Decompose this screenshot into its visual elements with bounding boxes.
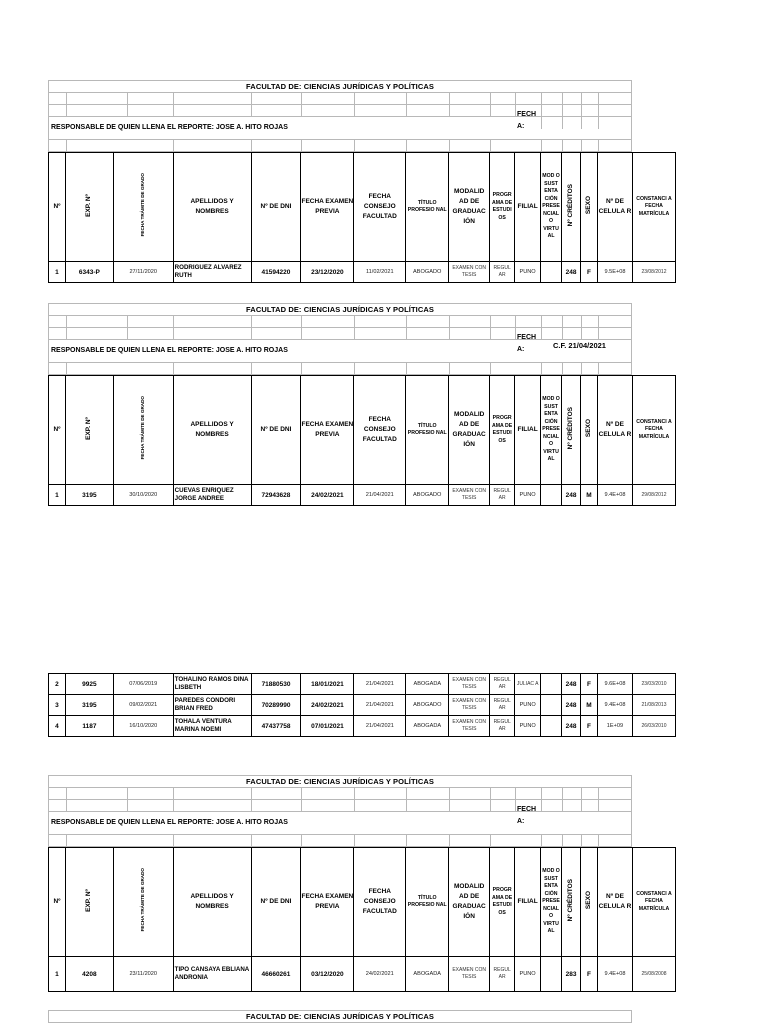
cell-celular: 9.6E+08 <box>597 674 632 695</box>
cell-consejo: 21/04/2021 <box>354 716 406 737</box>
header-titulo: TÍTULO PROFESIO NAL <box>406 153 449 262</box>
header-programa: PROGR AMA DE ESTUDI OS <box>490 376 515 485</box>
students-table <box>48 375 676 506</box>
cell-nombre: TIPO CANSAYA EBLIANA ANDRONIA <box>173 957 251 992</box>
header-exp: EXP. Nº <box>65 153 113 262</box>
header-fecha-tramite: FECHA TRÁMITE DE GRADO <box>113 848 173 957</box>
cell-modalidad: EXAMEN CON TESIS <box>449 674 490 695</box>
table-row <box>49 485 676 506</box>
cell-creditos: 248 <box>562 716 581 737</box>
header-row <box>49 848 676 957</box>
cell-programa: REGUL AR <box>490 262 515 283</box>
cell-filial: PUNO <box>515 716 541 737</box>
header-modo: MOD O SUST ENTA CIÓN PRESE NCIAL O VIRTU AL <box>541 376 562 485</box>
header-exp: EXP. Nº <box>65 376 113 485</box>
header-sexo: SEXO <box>581 376 598 485</box>
cell-dni: 46660261 <box>251 957 301 992</box>
header-no: Nº <box>49 848 66 957</box>
header-apellidos: APELLIDOS Y NOMBRES <box>173 376 251 485</box>
cell-consejo: 24/02/2021 <box>354 957 406 992</box>
cell-no: 1 <box>49 957 66 992</box>
cell-nombre: TOHALINO RAMOS DINA LISBETH <box>173 674 251 695</box>
cell-constancia: 25/08/2008 <box>632 957 675 992</box>
cell-modalidad: EXAMEN CON TESIS <box>449 695 490 716</box>
table-row <box>49 957 676 992</box>
cell-modo <box>541 957 562 992</box>
header-sexo: SEXO <box>581 848 598 957</box>
header-examen: FECHA EXAMEN PREVIA <box>301 153 354 262</box>
header-creditos: Nº CRÉDITOS <box>562 153 581 262</box>
cell-constancia: 21/08/2013 <box>632 695 675 716</box>
responsible-text: RESPONSABLE DE QUIEN LLENA EL REPORTE: JOSE A. HITO ROJAS <box>51 819 288 826</box>
header-apellidos: APELLIDOS Y NOMBRES <box>173 848 251 957</box>
cell-dni: 72943628 <box>251 485 301 506</box>
header-fecha-tramite: FECHA TRÁMITE DE GRADO <box>113 153 173 262</box>
cell-examen: 03/12/2020 <box>301 957 354 992</box>
cell-titulo: ABOGADO <box>406 485 449 506</box>
header-constancia: CONSTANCI A FECHA MATRÍCULA <box>632 848 675 957</box>
header-fecha-tramite: FECHA TRÁMITE DE GRADO <box>113 376 173 485</box>
cell-modalidad: EXAMEN CON TESIS <box>449 262 490 283</box>
cell-programa: REGUL AR <box>490 485 515 506</box>
header-dni: Nº DE DNI <box>251 153 301 262</box>
header-row <box>49 376 676 485</box>
table-row <box>49 716 676 737</box>
cell-modalidad: EXAMEN CON TESIS <box>449 485 490 506</box>
cell-filial: PUNO <box>515 695 541 716</box>
cell-sexo: F <box>581 957 598 992</box>
cell-no: 1 <box>49 262 66 283</box>
report-section-3 <box>48 673 676 737</box>
cell-creditos: 248 <box>562 485 581 506</box>
header-creditos: Nº CRÉDITOS <box>562 848 581 957</box>
cell-nombre: TOHALA VENTURA MARINA NOEMI <box>173 716 251 737</box>
faculty-title: FACULTAD DE: CIENCIAS JURÍDICAS Y POLÍTICAS <box>246 82 434 91</box>
cell-exp: 3195 <box>65 695 113 716</box>
cell-dni: 71880530 <box>251 674 301 695</box>
cell-creditos: 283 <box>562 957 581 992</box>
header-examen: FECHA EXAMEN PREVIA <box>301 848 354 957</box>
header-celular: Nº DE CELULA R <box>598 848 633 957</box>
cell-modo <box>541 695 562 716</box>
cell-consejo: 11/02/2021 <box>354 262 406 283</box>
cell-no: 3 <box>49 695 66 716</box>
cell-no: 4 <box>49 716 66 737</box>
cell-creditos: 248 <box>562 695 581 716</box>
table-row <box>49 674 676 695</box>
cell-consejo: 21/04/2021 <box>354 674 406 695</box>
cell-constancia: 23/03/2010 <box>632 674 675 695</box>
title-grid <box>48 80 632 117</box>
cell-filial: JULIAC A <box>515 674 541 695</box>
cell-constancia: 23/08/2012 <box>632 262 675 283</box>
cell-modo <box>541 674 562 695</box>
cell-sexo: F <box>581 716 598 737</box>
cell-modo <box>541 262 562 283</box>
cell-modo <box>541 485 562 506</box>
cell-nombre: CUEVAS ENRIQUEZ JORGE ANDREE <box>173 485 251 506</box>
header-examen: FECHA EXAMEN PREVIA <box>301 376 354 485</box>
header-exp: EXP. Nº <box>65 848 113 957</box>
cell-exp: 4208 <box>65 957 113 992</box>
cell-constancia: 26/03/2010 <box>632 716 675 737</box>
header-celular: Nº DE CELULA R <box>598 153 633 262</box>
header-titulo: TÍTULO PROFESIO NAL <box>406 848 449 957</box>
header-row <box>49 153 676 262</box>
cell-filial: PUNO <box>515 957 541 992</box>
students-table <box>48 152 676 283</box>
report-section-1 <box>48 80 676 283</box>
header-titulo: TÍTULO PROFESIO NAL <box>406 376 449 485</box>
cell-dni: 41594220 <box>251 262 301 283</box>
header-filial: FILIAL <box>515 153 541 262</box>
faculty-title: FACULTAD DE: CIENCIAS JURÍDICAS Y POLÍTICAS <box>246 1012 434 1021</box>
header-consejo: FECHA CONSEJO FACULTAD <box>354 376 406 485</box>
cell-celular: 9.4E+08 <box>598 957 633 992</box>
responsible-text: RESPONSABLE DE QUIEN LLENA EL REPORTE: JOSE A. HITO ROJAS <box>51 347 288 354</box>
cell-constancia: 29/08/2012 <box>632 485 675 506</box>
cell-exp: 9925 <box>65 674 113 695</box>
fecha-label: FECH A: <box>517 806 537 825</box>
cell-titulo: ABOGADA <box>406 957 449 992</box>
header-modo: MOD O SUST ENTA CIÓN PRESE NCIAL O VIRTU AL <box>541 153 562 262</box>
cell-sexo: F <box>581 674 598 695</box>
table-row <box>49 695 676 716</box>
header-consejo: FECHA CONSEJO FACULTAD <box>354 153 406 262</box>
header-modalidad: MODALID AD DE GRADUAC IÓN <box>449 153 490 262</box>
report-section-4 <box>48 775 676 992</box>
cell-creditos: 248 <box>562 674 581 695</box>
cell-titulo: ABOGADO <box>406 262 449 283</box>
cell-tramite: 07/06/2019 <box>113 674 173 695</box>
cell-tramite: 30/10/2020 <box>113 485 173 506</box>
cell-sexo: M <box>581 695 598 716</box>
responsible-row <box>48 334 632 362</box>
cell-titulo: ABOGADA <box>406 716 449 737</box>
students-table-continued <box>48 673 676 737</box>
responsible-row <box>48 111 632 139</box>
cell-examen: 24/02/2021 <box>301 695 354 716</box>
cell-nombre: PAREDES CONDORI BRIAN FRED <box>173 695 251 716</box>
header-filial: FILIAL <box>515 848 541 957</box>
cell-dni: 70289990 <box>251 695 301 716</box>
cell-exp: 3195 <box>65 485 113 506</box>
cell-consejo: 21/04/2021 <box>354 485 406 506</box>
cell-sexo: F <box>581 262 598 283</box>
cell-dni: 47437758 <box>251 716 301 737</box>
cell-tramite: 27/11/2020 <box>113 262 173 283</box>
cell-creditos: 248 <box>562 262 581 283</box>
cell-programa: REGUL AR <box>490 674 515 695</box>
cell-celular: 9.5E+08 <box>598 262 633 283</box>
header-filial: FILIAL <box>515 376 541 485</box>
header-consejo: FECHA CONSEJO FACULTAD <box>354 848 406 957</box>
cell-examen: 18/01/2021 <box>301 674 354 695</box>
fecha-label: FECH A: <box>517 334 537 353</box>
cell-no: 2 <box>49 674 66 695</box>
header-programa: PROGR AMA DE ESTUDI OS <box>490 153 515 262</box>
responsible-text: RESPONSABLE DE QUIEN LLENA EL REPORTE: JOSE A. HITO ROJAS <box>51 124 288 131</box>
fecha-label: FECH A: <box>517 111 537 130</box>
cell-tramite: 09/02/2021 <box>113 695 173 716</box>
header-programa: PROGR AMA DE ESTUDI OS <box>490 848 515 957</box>
faculty-title: FACULTAD DE: CIENCIAS JURÍDICAS Y POLÍTICAS <box>246 305 434 314</box>
cell-examen: 23/12/2020 <box>301 262 354 283</box>
header-constancia: CONSTANCI A FECHA MATRÍCULA <box>632 376 675 485</box>
students-table <box>48 847 676 992</box>
header-no: Nº <box>49 153 66 262</box>
cell-tramite: 16/10/2020 <box>113 716 173 737</box>
cell-titulo: ABOGADO <box>406 695 449 716</box>
cell-filial: PUNO <box>515 262 541 283</box>
cell-examen: 24/02/2021 <box>301 485 354 506</box>
cell-titulo: ABOGADA <box>406 674 449 695</box>
cell-celular: 9.4E+08 <box>598 485 633 506</box>
cell-modo <box>541 716 562 737</box>
responsible-row <box>48 806 632 834</box>
cell-celular: 9.4E+08 <box>597 695 632 716</box>
cell-exp: 1187 <box>65 716 113 737</box>
header-dni: Nº DE DNI <box>251 848 301 957</box>
cell-programa: REGUL AR <box>490 957 515 992</box>
header-constancia: CONSTANCI A FECHA MATRÍCULA <box>632 153 675 262</box>
header-sexo: SEXO <box>581 153 598 262</box>
cell-filial: PUNO <box>515 485 541 506</box>
cell-programa: REGUL AR <box>490 695 515 716</box>
report-section-5 <box>48 1010 676 1023</box>
cell-exp: 6343-P <box>65 262 113 283</box>
table-row <box>49 262 676 283</box>
cell-sexo: M <box>581 485 598 506</box>
cell-no: 1 <box>49 485 66 506</box>
header-dni: Nº DE DNI <box>251 376 301 485</box>
header-modalidad: MODALID AD DE GRADUAC IÓN <box>449 848 490 957</box>
faculty-title: FACULTAD DE: CIENCIAS JURÍDICAS Y POLÍTICAS <box>246 777 434 786</box>
header-celular: Nº DE CELULA R <box>598 376 633 485</box>
cell-programa: REGUL AR <box>490 716 515 737</box>
cell-consejo: 21/04/2021 <box>354 695 406 716</box>
cell-modalidad: EXAMEN CON TESIS <box>449 957 490 992</box>
cf-date: C.F. 21/04/2021 <box>553 341 606 350</box>
cell-modalidad: EXAMEN CON TESIS <box>449 716 490 737</box>
header-modalidad: MODALID AD DE GRADUAC IÓN <box>449 376 490 485</box>
cell-tramite: 23/11/2020 <box>113 957 173 992</box>
report-section-2 <box>48 303 676 506</box>
header-creditos: Nº CRÉDITOS <box>562 376 581 485</box>
header-modo: MOD O SUST ENTA CIÓN PRESE NCIAL O VIRTU AL <box>541 848 562 957</box>
cell-nombre: RODRIGUEZ ALVAREZ RUTH <box>173 262 251 283</box>
cell-celular: 1E+09 <box>597 716 632 737</box>
header-apellidos: APELLIDOS Y NOMBRES <box>173 153 251 262</box>
header-no: Nº <box>49 376 66 485</box>
cell-examen: 07/01/2021 <box>301 716 354 737</box>
